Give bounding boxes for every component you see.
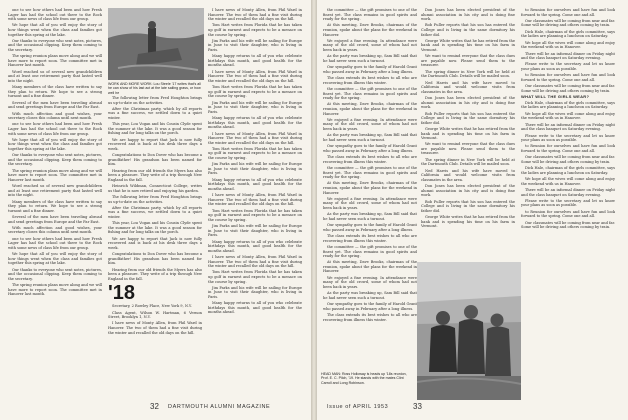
paragraph: The class extends its best wishes to all who are recovering from illness this winter. — [323, 155, 417, 164]
paragraph: The class extends its best wishes to all who are recovering from illness this winter. — [323, 313, 417, 322]
paragraph: Many happy returns to all of you who celebrate birthdays this month, and good health for the months ahead. — [208, 239, 302, 253]
paragraph: There will be an informal dinner on Friday night and the class banquet on Saturday evening. — [521, 188, 615, 197]
paragraph: Our sympathy goes to the family of Harold Grant who passed away in February after a long illness. — [323, 65, 417, 74]
paragraph: As the party was breaking up, Sam Bill said that he had never seen such a turnout. — [323, 54, 417, 63]
paragraph: With much affection and good wishes, your secretary closes this column until next month. — [8, 111, 102, 121]
paragraph: We hope that all of you will enjoy the story of how things went when the class and families got together this spring at the lake. — [8, 252, 102, 266]
right-page — [317, 0, 628, 420]
paragraph: Tom Hart writes from Florida that he has taken up golf in earnest and expects to be a menace on the course by spring. — [208, 85, 302, 99]
right-photo — [417, 262, 521, 400]
paragraph: Our classmates will be coming from near and far. Some will be driving and others coming by train. — [521, 155, 615, 164]
paragraph: This year, Lou Vogan and his Cousin Clyde spent the summer at the lake. It was a good season for fishing and for long talks on the porch. — [108, 122, 202, 136]
paragraph: We enjoyed a fine evening. In attendance were many of the old crowd, some of whom had not been back in years. — [323, 196, 417, 210]
photo-image — [108, 8, 204, 80]
paragraph: Ned Harris and his wife have moved to California and would welcome visits from classmates in the area. — [421, 168, 515, 182]
paragraph: Our thanks to everyone who sent notes, pictures, and the occasional clipping. Keep them coming to the secretary. — [8, 38, 102, 52]
paragraph: to Reunion for ourselves and have fun and look forward to the spring. Come one and all. — [521, 73, 615, 82]
paragraph: Don Jones has been elected president of the alumni association in his city and is doing fine work. — [421, 96, 515, 110]
paragraph: Our sympathy goes to the family of Harold Grant who passed away in February after a long illness. — [323, 144, 417, 153]
paragraph: George White writes that he has retired from the bank and is spending his time on his farm in Vermont. — [421, 38, 515, 52]
paragraph: Dick Hale, chairman of the girls committee, says the ladies are planning a luncheon on Saturday. — [521, 100, 615, 110]
paragraph: We enjoyed a fine evening. In attendance were many of the old crowd, some of whom had not been back in years. — [323, 117, 417, 131]
paragraph: George White writes that he has retired from the bank and is spending his time on his farm in Vermont. — [421, 215, 515, 229]
paragraph: At this meeting, Dave Brooks, chairman of the reunion, spoke about the plans for the weekend in Hanover. — [323, 23, 417, 37]
left-photo-caption: WORK AND MORE WORK: Lou Steele '17 writes that's all he can show of his last act at the late sailing grass, or how well he — [108, 82, 201, 95]
paragraph: the committee — the gift promises to one of the finest yet. The class remains in good spirits and ready for the spring. — [323, 8, 417, 22]
paragraph: The spring dinner in New York will be held at the Dartmouth Club. Details will be mailed soon. — [421, 157, 515, 167]
left-column-2 — [108, 96, 202, 401]
paragraph: Please write to the secretary and let us know your plans as soon as possible. — [521, 62, 615, 71]
paragraph: Many happy returns to all of you who celebrate birthdays this month, and good health for the months ahead. — [208, 54, 302, 68]
paragraph: I have news of Monty Allen, from Phil Ward in Hanover. The two of them had a fine visit during the winter and recalled the old days on the hill. — [208, 131, 302, 145]
left-photo — [108, 8, 204, 80]
paragraph: The spring dinner in New York will be held at the Dartmouth Club. Details will be mailed soon. — [421, 69, 515, 79]
left-column-1 — [8, 8, 102, 400]
paragraph: Many happy returns to all of you who celebrate birthdays this month, and good health for the months ahead. — [208, 177, 302, 191]
left-column-3 — [208, 8, 302, 400]
paragraph: We enjoyed a fine evening. In attendance were many of the old crowd, some of whom had not been back in years. — [323, 275, 417, 289]
paragraph: The following letter from Fred Houghton brings us up-to-date on the activities. — [108, 194, 202, 204]
paragraph: one to see how others had been and how Fresh Lager has had the school out there to the Rock with some news of class life from our group. — [8, 8, 102, 22]
paragraph: I have news of Monty Allen, from Phil Ward in Hanover. The two of them had a fine visit during the winter and recalled the old days on the hill. — [208, 69, 302, 83]
paragraph: We hope all the wives will come along and enjoy the weekend with us in Hanover. — [521, 177, 615, 186]
paragraph: Tom Hart writes from Florida that he has taken up golf in earnest and expects to be a menace on the course by spring. — [208, 270, 302, 284]
paragraph: The class extends its best wishes to all who are recovering from illness this winter. — [323, 76, 417, 85]
paragraph: We enjoyed a fine evening. In attendance were many of the old crowd, some of whom had not been back in years. — [323, 38, 417, 52]
paragraph: Our sympathy goes to the family of Harold Grant who passed away in February after a long illness. — [323, 223, 417, 232]
paragraph: Class Agent, Wilson W. Hartman, 6 Vernon Street, Brooklyn 1, N.Y. — [108, 310, 202, 320]
paragraph: Please write to the secretary and let us know your plans as soon as possible. — [521, 133, 615, 143]
paragraph: After the Christmas party, which by all reports was a fine success, we settled down to a quiet winter. — [108, 106, 202, 120]
left-page — [0, 0, 311, 420]
page-number-right: 33 — [413, 402, 422, 411]
paragraph: We hope all the wives will come along and enjoy the weekend with us in Hanover. — [521, 40, 615, 50]
paragraph: Jim Parks and his wife will be sailing for Europe in June to visit their daughter, who is living in Paris. — [208, 100, 302, 114]
paragraph: the committee — the gift promises to one of the finest yet. The class remains in good spirits and ready for the spring. — [323, 86, 417, 101]
paragraph: Our sympathy goes to the family of Harold Grant who passed away in February after a long illness. — [323, 302, 417, 311]
paragraph: Secretary, 2 Rowley Place, New York 9, N.Y. — [112, 304, 192, 309]
paragraph: Ned Harris and his wife have moved to California and would welcome visits from classmates in the area. — [421, 80, 515, 94]
paragraph: Our classmates will be coming from near and far. Some will be driving and others coming by train. — [521, 84, 615, 93]
paragraph: the committee — the gift promises to one of the finest yet. The class remains in good spirits and ready for the spring. — [323, 244, 417, 259]
paragraph: Bob Fuller reports that his son has entered the College and is living in the same dormitory his father did. — [421, 111, 515, 125]
paragraph: Don Jones has been elected president of the alumni association in his city and is doing fine work. — [421, 184, 515, 198]
paragraph: Many happy returns to all of you who celebrate birthdays this month, and good health for the months ahead. — [208, 301, 302, 315]
paragraph: The spring reunion plans move along and we will have more to report soon. The committee met in Hanover last month. — [8, 54, 102, 68]
paragraph: We are happy to report that Jack is now fully recovered and is back at his desk three days a week. — [108, 236, 202, 250]
paragraph: Jim Parks and his wife will be sailing for Europe in June to visit their daughter, who is living in Paris. — [208, 38, 302, 52]
paragraph: As the party was breaking up, Sam Bill said that he had never seen such a turnout. — [323, 212, 417, 221]
paragraph: We hope that all of you will enjoy the story of how things went when the class and families got together this spring at the lake. — [8, 137, 102, 151]
paragraph: Several of the men have been traveling abroad and send greetings from Europe and the Far East. — [8, 215, 102, 224]
paragraph: one to see how others had been and how Fresh Lager has had the school out there to the Rock with some news of class life from our group. — [8, 122, 102, 136]
paragraph: We want to remind everyone that the class dues are payable now. Please send them to the treasurer. — [421, 142, 515, 156]
paragraph: There will be an informal dinner on Friday night and the class banquet on Saturday evening. — [521, 51, 615, 61]
paragraph: the committee — the gift promises to one of the finest yet. The class remains in good spirits and ready for the spring. — [323, 165, 417, 180]
paragraph: Congratulations to Don Dover who has become a grandfather! His grandson has been named for him. — [108, 252, 202, 266]
footer-right: Issue of APRIL 1953 — [327, 404, 389, 410]
paragraph: Tom Hart writes from Florida that he has taken up golf in earnest and expects to be a menace on the course by spring. — [208, 146, 302, 161]
paragraph: The spring reunion plans move along and we will have more to report soon. The committee met in Hanover last month. — [8, 283, 102, 297]
paragraph: Many happy returns to all of you who celebrate birthdays this month, and good health for the months ahead. — [208, 116, 302, 130]
paragraph: George White writes that he has retired from the bank and is spending his time on his farm in Vermont. — [421, 126, 515, 141]
paragraph: I have news of Monty Allen, from Phil Ward in Hanover. The two of them had a fine visit during the winter and recalled the old days on the hill. — [208, 255, 302, 269]
paragraph: Several of the men have been traveling abroad and send greetings from Europe and the Far East. — [8, 100, 102, 110]
paragraph: Many members of the class have written to say they plan to return. We hope to see a strong turnout and a fine dinner. — [8, 199, 102, 213]
right-column-1 — [323, 8, 417, 400]
paragraph: Hearing from our old friends the Myers has also been a pleasure. They write of a trip through New England in the fall. — [108, 168, 202, 182]
paragraph: At this meeting, Dave Brooks, chairman of the reunion, spoke about the plans for the weekend in Hanover. — [323, 181, 417, 195]
paragraph: to Reunion for ourselves and have fun and look forward to the spring. Come one and all. — [521, 8, 615, 17]
paragraph: As the party was breaking up, Sam Bill said that he had never seen such a turnout. — [323, 133, 417, 142]
paragraph: We hope all the wives will come along and enjoy the weekend with us in Hanover. — [521, 111, 615, 121]
paragraph: The spring reunion plans move along and we will have more to report soon. The committee met in Hanover last month. — [8, 168, 102, 182]
right-photo-caption: HEAD MAN: Ross Holloway is heads up '18s reunion, Prof. E. C. Pilch, '19. He stands with the mates Clint Carroll and Long Robinson. — [321, 372, 407, 385]
paragraph: We hope that all of you will enjoy the story of how things went when the class and families got together this spring at the lake. — [8, 23, 102, 37]
paragraph: Our thanks to everyone who sent notes, pictures, and the occasional clipping. Keep them coming to the secretary. — [8, 153, 102, 167]
paragraph: Dick Hale, chairman of the girls committee, says the ladies are planning a luncheon on Saturday. — [521, 29, 615, 39]
paragraph: Jim Parks and his wife will be sailing for Europe in June to visit their daughter, who is living in Paris. — [208, 285, 302, 299]
footer-left: DARTMOUTH ALUMNI MAGAZINE — [168, 404, 271, 410]
paragraph: to Reunion for ourselves and have fun and look forward to the spring. Come one and all. — [521, 144, 615, 153]
paragraph: After the Christmas party, which by all reports was a fine success, we settled down to a quiet winter. — [108, 205, 202, 219]
right-column-3 — [521, 8, 615, 400]
paragraph: I have news of Monty Allen, from Phil Ward in Hanover. The two of them had a fine visit during the winter and recalled the old days on the hill. — [208, 8, 302, 22]
page-number-left: 32 — [150, 402, 159, 411]
paragraph: to Reunion for ourselves and have fun and look forward to the spring. Come one and all. — [521, 209, 615, 219]
class-year-heading: '18 — [108, 282, 136, 305]
paragraph: I have news of Monty Allen, from Phil Ward in Hanover. The two of them had a fine visit during the winter and recalled the old days on the hill. — [208, 193, 302, 207]
paragraph: Tom Hart writes from Florida that he has taken up golf in earnest and expects to be a menace on the course by spring. — [208, 23, 302, 37]
paragraph: At this meeting, Dave Brooks, chairman of the reunion, spoke about the plans for the weekend in Hanover. — [323, 102, 417, 116]
paragraph: Jim Parks and his wife will be sailing for Europe in June to visit their daughter, who is living in Paris. — [208, 224, 302, 238]
paragraph: Our thanks to everyone who sent notes, pictures, and the occasional clipping. Keep them coming to the secretary. — [8, 267, 102, 281]
paragraph: Our classmates will be coming from near and far. Some will be driving and others coming by train. — [521, 18, 615, 28]
paragraph: Hearing from our old friends the Myers has also been a pleasure. They write of a trip through New England in the fall. — [108, 267, 202, 281]
paragraph: Word reached us of several new grandchildren and at least one retirement party that lasted well into the night. — [8, 69, 102, 83]
paragraph: I have news of Monty Allen, from Phil Ward in Hanover. The two of them had a fine visit during the winter and recalled the old days on the hill. — [108, 321, 202, 335]
paragraph: We are happy to report that Jack is now fully recovered and is back at his desk three days a week. — [108, 137, 202, 151]
paragraph: one to see how others had been and how Fresh Lager has had the school out there to the Rock with some news of class life from our group. — [8, 236, 102, 250]
paragraph: Dick Hale, chairman of the girls committee, says the ladies are planning a luncheon on Saturday. — [521, 166, 615, 175]
right-column-2 — [421, 8, 515, 258]
paragraph: Word reached us of several new grandchildren and at least one retirement party that lasted well into the night. — [8, 184, 102, 198]
paragraph: Bob Fuller reports that his son has entered the College and is living in the same dormitory his father did. — [421, 199, 515, 213]
paragraph: Heinrich Wildman, Connecticut College, writes us that he is now retired and enjoying his garden. — [108, 184, 202, 193]
photo-image — [417, 262, 521, 400]
paragraph: At this meeting, Dave Brooks, chairman of the reunion, spoke about the plans for the weekend in Hanover. — [323, 260, 417, 274]
paragraph: With much affection and good wishes, your secretary closes this column until next month. — [8, 225, 102, 235]
paragraph: As the party was breaking up, Sam Bill said that he had never seen such a turnout. — [323, 291, 417, 300]
paragraph: We want to remind everyone that the class dues are payable now. Please send them to the treasurer. — [421, 54, 515, 68]
paragraph: The class extends its best wishes to all who are recovering from illness this winter. — [323, 234, 417, 243]
paragraph: There will be an informal dinner on Friday night and the class banquet on Saturday evening. — [521, 122, 615, 132]
paragraph: Tom Hart writes from Florida that he has taken up golf in earnest and expects to be a menace on the course by spring. — [208, 208, 302, 222]
section-heading: WHAT WILL THE GIRLS WEAR? — [521, 94, 590, 100]
paragraph: Please write to the secretary and let us know your plans as soon as possible. — [521, 198, 615, 208]
paragraph: This year, Lou Vogan and his Cousin Clyde spent the summer at the lake. It was a good season for fishing and for long talks on the porch. — [108, 221, 202, 235]
paragraph: Our classmates will be coming from near and far. Some will be driving and others coming by train. — [521, 220, 615, 230]
paragraph: Many members of the class have written to say they plan to return. We hope to see a strong turnout and a fine dinner. — [8, 85, 102, 99]
paragraph: Congratulations to Don Dover who has become a grandfather! His grandson has been named for him. — [108, 153, 202, 167]
paragraph: Jim Parks and his wife will be sailing for Europe in June to visit their daughter, who is living in Paris. — [208, 162, 302, 176]
paragraph: The following letter from Fred Houghton brings us up-to-date on the activities. — [108, 96, 202, 105]
paragraph: Bob Fuller reports that his son has entered the College and is living in the same dormitory his father did. — [421, 23, 515, 37]
paragraph: Don Jones has been elected president of the alumni association in his city and is doing fine work. — [421, 8, 515, 22]
